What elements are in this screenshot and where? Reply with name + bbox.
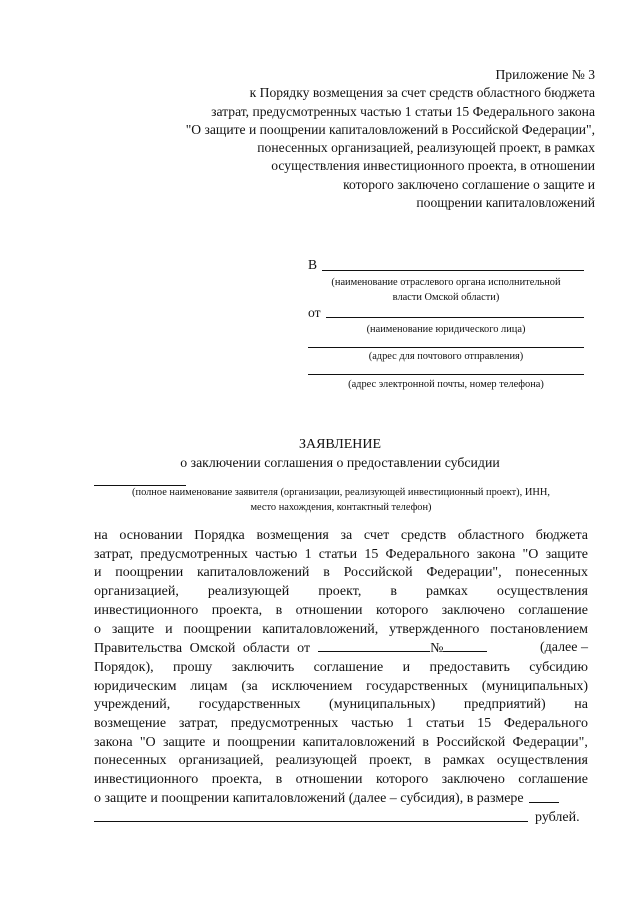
appendix-line: понесенных организацией, реализующей проект, в рамках bbox=[257, 140, 595, 156]
body-word: Федерации", bbox=[426, 565, 502, 581]
applicant-caption bbox=[94, 485, 588, 515]
body-word: Порядок), bbox=[94, 659, 154, 675]
body-word: Российской bbox=[436, 734, 506, 750]
appendix-line: осуществления инвестиционного проекта, в отношении bbox=[271, 158, 595, 174]
appendix-line: Приложение № 3 bbox=[495, 67, 595, 82]
body-word: осуществления bbox=[496, 584, 588, 600]
body-word: постановлением bbox=[490, 621, 588, 637]
body-text: Правительства Омской области от bbox=[94, 641, 311, 657]
statement-title: ЗАЯВЛЕНИЕ bbox=[298, 437, 382, 452]
body-word: и bbox=[165, 621, 173, 637]
body-word: лицам bbox=[190, 678, 228, 694]
body-word: государственных bbox=[198, 697, 301, 713]
body-word: затрат, bbox=[178, 716, 218, 732]
body-word: проект, bbox=[369, 753, 413, 769]
body-word: закона bbox=[476, 546, 516, 562]
body-word: государственных bbox=[366, 678, 468, 694]
body-word: юридическим bbox=[94, 678, 177, 694]
body-word: субсидию bbox=[529, 659, 588, 675]
body-row bbox=[94, 546, 588, 565]
body-word: предприятий) bbox=[463, 697, 546, 713]
body-word: "О bbox=[522, 546, 539, 562]
amount-blank bbox=[529, 790, 559, 803]
body-word: статьи bbox=[426, 716, 465, 732]
body-word: рамках bbox=[442, 753, 485, 769]
body-word: областного bbox=[457, 528, 525, 543]
body-word: реализующей bbox=[207, 584, 290, 600]
body-word: Российской bbox=[343, 565, 413, 581]
body-word: проект, bbox=[318, 584, 362, 600]
body-word: поощрении bbox=[227, 734, 296, 750]
to-caption-line-1: (наименование отраслевого органа исполнительной bbox=[331, 277, 561, 288]
body-row bbox=[94, 639, 588, 659]
body-word: соглашение bbox=[518, 602, 588, 618]
body-text: (далее – bbox=[539, 640, 588, 656]
body-word: частью bbox=[254, 546, 298, 562]
body-word: 15 bbox=[364, 546, 379, 562]
body-word: закона bbox=[94, 734, 133, 750]
body-word: статьи bbox=[318, 546, 358, 562]
body-row bbox=[94, 790, 588, 809]
body-word: в bbox=[323, 565, 330, 581]
body-word: инвестиционного bbox=[94, 602, 199, 618]
body-word: (муниципальных) bbox=[481, 678, 588, 694]
body-word: заключено bbox=[441, 602, 505, 618]
body-word: организацией, bbox=[94, 584, 179, 600]
email-blank-line bbox=[308, 374, 584, 375]
to-caption-line-2: власти Омской области) bbox=[392, 292, 500, 303]
body-word: бюджета bbox=[535, 528, 588, 543]
body-word: проекта, bbox=[211, 602, 263, 618]
body-word: рамках bbox=[425, 584, 468, 600]
body-word: и bbox=[402, 659, 411, 675]
statement-subtitle: о заключении соглашения о предоставлении субсидии bbox=[180, 455, 500, 470]
body-word: организацией, bbox=[178, 753, 264, 769]
body-row bbox=[94, 696, 588, 715]
body-word: Федерации", bbox=[512, 734, 588, 750]
body-row bbox=[94, 564, 588, 583]
body-word: отношении bbox=[295, 602, 363, 618]
postal-caption: (адрес для почтового отправления) bbox=[368, 351, 524, 362]
body-word: на bbox=[574, 697, 588, 713]
body-row bbox=[94, 527, 588, 546]
body-word: Порядка bbox=[194, 528, 245, 543]
body-row bbox=[94, 734, 588, 753]
body-word: и bbox=[212, 734, 221, 750]
applicant-caption-line-2: место нахождения, контактный телефон) bbox=[250, 502, 432, 513]
number-blank bbox=[443, 639, 487, 652]
appendix-line: поощрении капиталовложений bbox=[416, 195, 595, 211]
body-word: которого bbox=[375, 772, 429, 788]
body-text: о защите и поощрении капиталовложений (далее – субсидия), в размере bbox=[94, 790, 524, 806]
body-word: и bbox=[94, 565, 102, 581]
appendix-line: "О защите и поощрении капиталовложений в Российской Федерации", bbox=[185, 121, 595, 137]
date-blank bbox=[318, 639, 430, 652]
body-word: заключено bbox=[441, 772, 505, 788]
body-word: основании bbox=[119, 528, 183, 543]
from-blank-line bbox=[326, 317, 584, 318]
body-word: частью bbox=[351, 716, 394, 732]
applicant-caption-line-1: (полное наименование заявителя (организации, реализующей инвестиционный проект), ИНН, bbox=[132, 487, 550, 498]
body-word: в bbox=[275, 602, 283, 618]
body-word: отношении bbox=[295, 772, 363, 788]
appendix-line: к Порядку возмещения за счет средств областного бюджета bbox=[249, 85, 595, 101]
body-word: 1 bbox=[304, 546, 312, 562]
body-row bbox=[94, 583, 588, 602]
body-word: предусмотренных bbox=[230, 716, 339, 732]
body-row bbox=[94, 659, 588, 678]
body-word: Федерального bbox=[503, 716, 588, 732]
body-word: 15 bbox=[477, 716, 492, 732]
body-row bbox=[94, 809, 588, 828]
body-word: (муниципальных) bbox=[329, 697, 436, 713]
body-row bbox=[94, 678, 588, 697]
body-word: реализующей bbox=[275, 753, 357, 769]
body-word: в bbox=[275, 772, 283, 788]
body-word: средств bbox=[400, 528, 447, 543]
body-word: возмещения bbox=[256, 528, 329, 543]
body-word: 1 bbox=[406, 716, 414, 732]
body-word: капиталовложений bbox=[196, 565, 310, 581]
to-label: В bbox=[308, 257, 318, 272]
body-word: учреждений, bbox=[94, 697, 171, 713]
body-word: прошу bbox=[173, 659, 213, 675]
body-word: исключением bbox=[271, 678, 353, 694]
body-word: поощрении bbox=[115, 565, 184, 581]
body-word: проекта, bbox=[211, 772, 263, 788]
body-word: понесенных bbox=[515, 565, 588, 581]
body-row bbox=[94, 752, 588, 771]
body-word: понесенных bbox=[94, 753, 167, 769]
body-word: предоставить bbox=[429, 659, 510, 675]
statement-body bbox=[94, 527, 588, 827]
to-caption bbox=[310, 275, 582, 305]
body-word: защите bbox=[111, 621, 155, 637]
body-word: в bbox=[424, 753, 431, 769]
body-word: затрат, bbox=[94, 546, 134, 562]
body-word: заключить bbox=[231, 659, 295, 675]
body-word: соглашение bbox=[313, 659, 384, 675]
postal-blank-line bbox=[308, 347, 584, 348]
body-row bbox=[94, 602, 588, 621]
body-word: которого bbox=[375, 602, 429, 618]
body-word: поощрении bbox=[183, 621, 252, 637]
body-word: защите bbox=[545, 546, 588, 562]
body-word: соглашение bbox=[518, 772, 588, 788]
to-blank-line bbox=[322, 270, 584, 271]
body-row bbox=[94, 771, 588, 790]
body-row bbox=[94, 715, 588, 734]
body-word: осуществления bbox=[496, 753, 588, 769]
body-word: о bbox=[94, 621, 101, 637]
body-text: рублей. bbox=[535, 809, 580, 825]
appendix-header bbox=[125, 66, 595, 212]
body-word: "О bbox=[139, 734, 156, 750]
body-word: в bbox=[390, 584, 397, 600]
appendix-line: которого заключено соглашение о защите и bbox=[343, 176, 595, 192]
body-word: (за bbox=[241, 678, 258, 694]
body-row bbox=[94, 621, 588, 640]
email-caption: (адрес электронной почты, номер телефона) bbox=[348, 379, 544, 390]
body-word: в bbox=[422, 734, 429, 750]
body-word: утвержденного bbox=[389, 621, 480, 637]
body-word: за bbox=[340, 528, 353, 543]
body-word: возмещение bbox=[94, 716, 167, 732]
body-word: капиталовложений, bbox=[262, 621, 379, 637]
number-sign: № bbox=[430, 641, 444, 657]
from-caption: (наименование юридического лица) bbox=[366, 324, 526, 335]
body-word: защите bbox=[162, 734, 206, 750]
body-word: Федерального bbox=[385, 546, 470, 562]
appendix-line: затрат, предусмотренных частью 1 статьи 15 Федерального закона bbox=[211, 103, 595, 119]
body-word: счет bbox=[363, 528, 390, 543]
body-word: на bbox=[94, 528, 108, 543]
from-label: от bbox=[308, 305, 321, 320]
body-word: капиталовложений bbox=[302, 734, 416, 750]
body-word: предусмотренных bbox=[140, 546, 248, 562]
amount-words-blank bbox=[94, 809, 528, 822]
body-word: инвестиционного bbox=[94, 772, 199, 788]
